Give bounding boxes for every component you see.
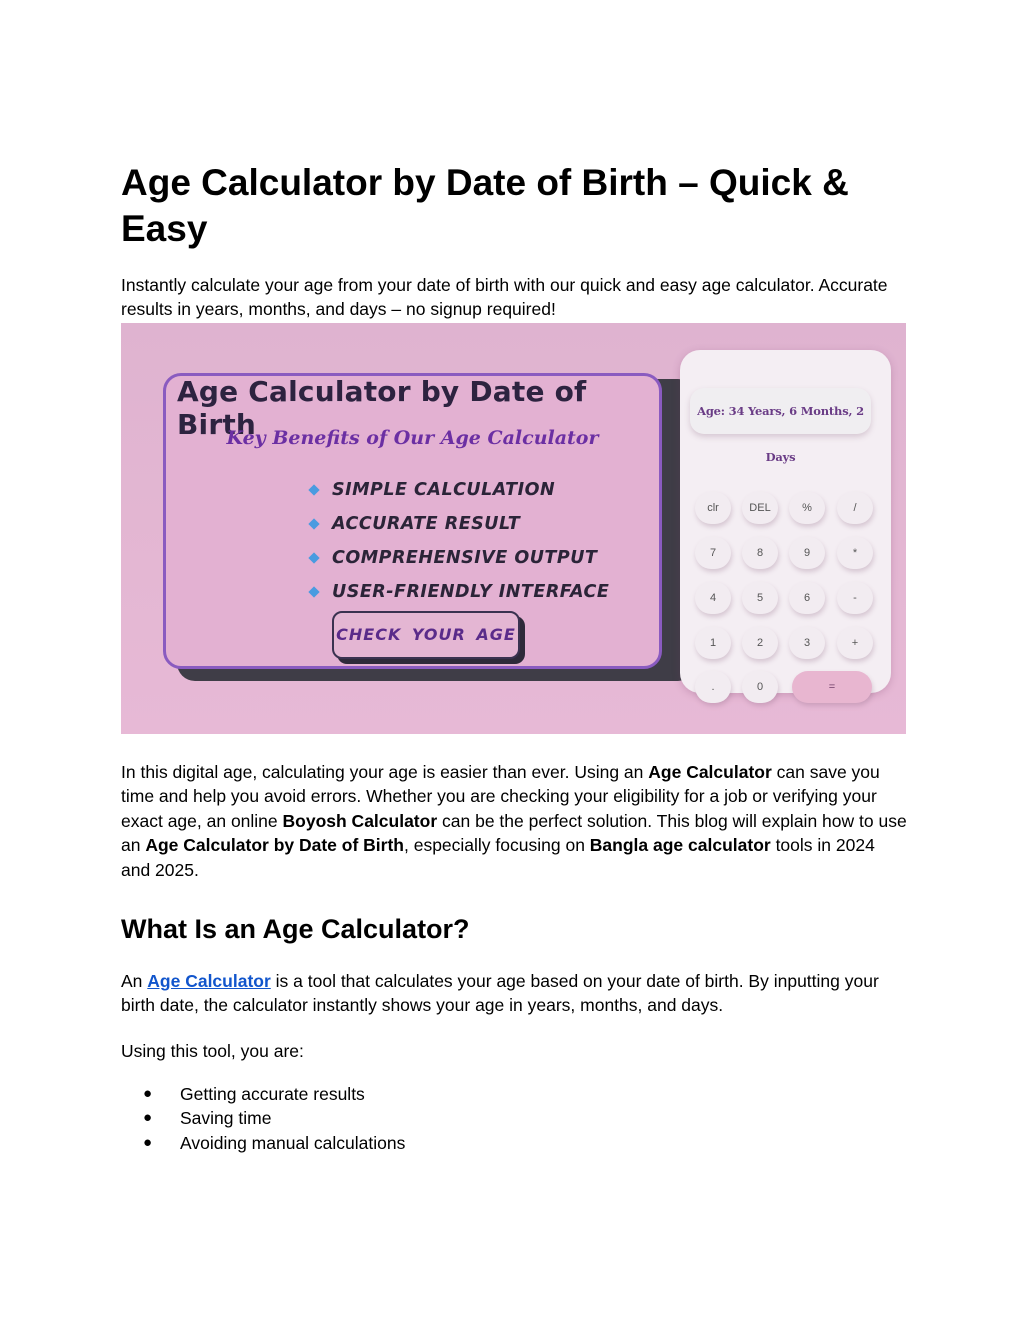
list-item xyxy=(121,1082,405,1106)
benefit-item xyxy=(306,541,609,575)
calc-key: 7 xyxy=(695,537,731,569)
page-title: Age Calculator by Date of Birth – Quick & Easy xyxy=(121,162,849,249)
definition-paragraph xyxy=(121,969,907,1018)
text-run: An xyxy=(121,971,148,991)
text-run: , especially focusing on xyxy=(403,835,590,856)
benefits-bullet-list xyxy=(121,1082,405,1155)
calc-key: * xyxy=(837,537,873,569)
list-item-text: Getting accurate results xyxy=(180,1084,365,1104)
using-tool-paragraph: Using this tool, you are: xyxy=(121,1041,304,1061)
banner-card-title: Age Calculator by Date of Birth xyxy=(177,375,587,441)
bullet-dot-icon: ● xyxy=(143,1109,153,1127)
benefit-label: ACCURATE RESULT xyxy=(332,514,521,534)
bullet-dot-icon: ● xyxy=(143,1133,153,1151)
diamond-bullet-icon xyxy=(308,484,319,495)
calc-key: 6 xyxy=(789,582,825,614)
benefit-label: COMPREHENSIVE OUTPUT xyxy=(332,548,598,568)
banner-image xyxy=(121,323,906,734)
diamond-bullet-icon xyxy=(308,586,319,597)
calc-key: 0 xyxy=(742,671,778,703)
benefits-list xyxy=(306,473,609,609)
calc-key: 2 xyxy=(742,627,778,659)
calculator-display: Age: 34 Years, 6 Months, 2 Days xyxy=(690,388,871,434)
calc-key: DEL xyxy=(742,492,778,524)
section-heading: What Is an Age Calculator? xyxy=(121,914,470,944)
list-item-text: Saving time xyxy=(180,1108,272,1129)
benefit-item xyxy=(306,473,609,507)
text-run: can save you time and help you avoid errors. Whether you are checking your eligibility for a job or verifying your exact age, an online xyxy=(121,762,880,831)
text-run: is a tool that calculates your age based on your date of birth. By inputting your birth date, the calculator instantly shows your age in years, months, and days. xyxy=(121,971,879,1016)
calc-key: . xyxy=(695,671,731,703)
banner-card-subtitle: Key Benefits of Our Age Calculator xyxy=(226,427,599,449)
intro-paragraph: Instantly calculate your age from your date of birth with our quick and easy age calculator. Accurate results in years, months, and days – no signup required! xyxy=(121,275,888,319)
check-your-age-button: CHECK YOUR AGE xyxy=(332,611,520,659)
bold-term: Age Calculator xyxy=(648,762,772,782)
calc-key: 9 xyxy=(789,537,825,569)
bold-term: Age Calculator by Date of Birth xyxy=(145,835,404,856)
calculator-graphic xyxy=(680,350,891,693)
calc-key: - xyxy=(837,582,873,614)
calc-key: 4 xyxy=(695,582,731,614)
benefit-label: SIMPLE CALCULATION xyxy=(332,480,556,500)
calc-key: % xyxy=(789,492,825,524)
benefit-item xyxy=(306,507,609,541)
list-item-text: Avoiding manual calculations xyxy=(180,1132,406,1153)
bullet-dot-icon: ● xyxy=(143,1085,153,1102)
calc-key: clr xyxy=(695,492,731,524)
age-calculator-link[interactable]: Age Calculator xyxy=(147,971,271,991)
benefit-item xyxy=(306,575,609,609)
list-item xyxy=(121,1106,405,1130)
diamond-bullet-icon xyxy=(308,552,319,563)
benefit-label: USER-FRIENDLY INTERFACE xyxy=(332,582,610,602)
bold-term: Bangla age calculator xyxy=(589,835,771,856)
list-item xyxy=(121,1131,405,1155)
calc-key: 3 xyxy=(789,627,825,659)
text-run: can be the perfect solution. This blog will explain how to use an xyxy=(121,810,907,856)
calc-key-equals: = xyxy=(792,671,872,703)
text-run: tools in 2024 and 2025. xyxy=(121,835,875,880)
calc-key: / xyxy=(837,492,873,524)
intro-body-paragraph xyxy=(121,760,907,882)
bold-term: Boyosh Calculator xyxy=(282,810,438,831)
diamond-bullet-icon xyxy=(308,518,319,529)
calc-key: 5 xyxy=(742,582,778,614)
calc-key: + xyxy=(837,627,873,659)
calc-key: 1 xyxy=(695,627,731,659)
text-run: In this digital age, calculating your age is easier than ever. Using an xyxy=(121,762,649,782)
calc-key: 8 xyxy=(742,537,778,569)
